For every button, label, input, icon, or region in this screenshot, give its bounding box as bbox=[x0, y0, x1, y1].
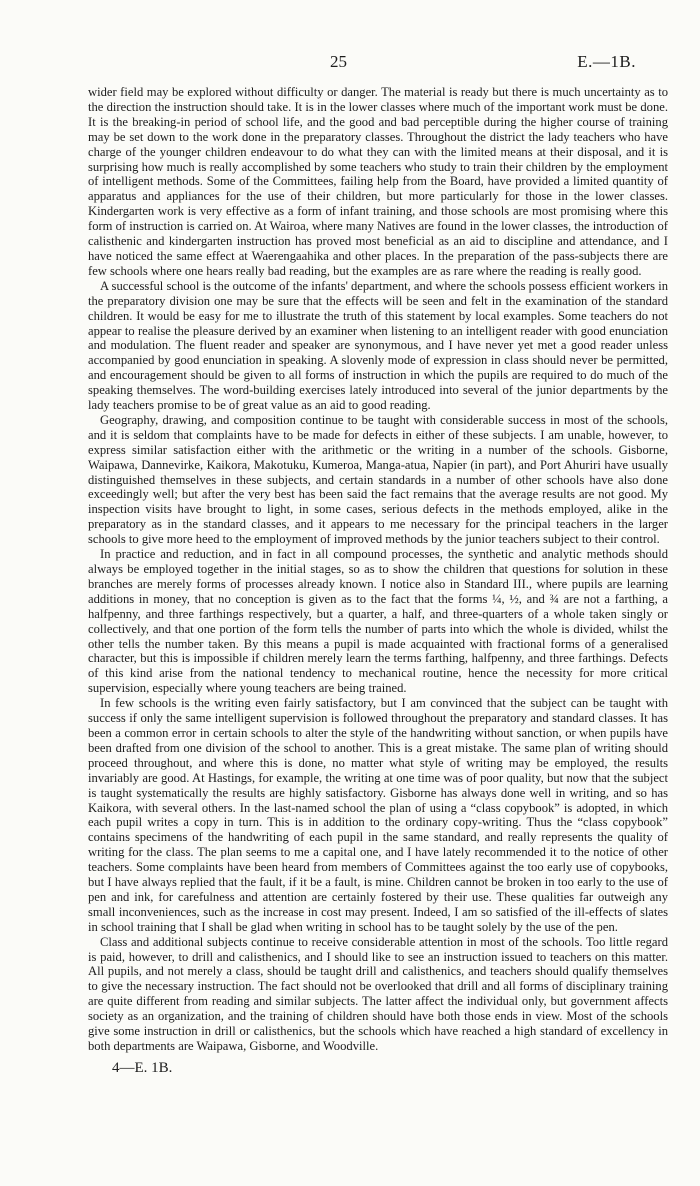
paragraph-infants-department: A successful school is the outcome of the infants' department, and where the schools possess efficient workers in the preparatory division one may be sure that the effects will be seen and felt in the examination of the standard children. It would be easy for me to illustrate the truth of this statement by local examples. Some teachers do not appear to realise the pleasure derived by an examiner when listening to an intelligent reader with good enunciation and modulation. The fluent reader and speaker are synonymous, and I have never yet met a good reader unless accompanied by good enunciation in speaking. A slovenly mode of expression in class should never be permitted, and encouragement should be given to all forms of instruction in which the pupils are required to do much of the speaking themselves. The word-building exercises lately introduced into several of the junior departments by the lady teachers promise to be of great value as an aid to good reading. bbox=[88, 278, 668, 413]
page-number: 25 bbox=[330, 52, 347, 71]
paragraph-drill-calisthenics: Class and additional subjects continue to receive considerable attention in most of the schools. Too little regard is paid, however, to drill and calisthenics, and I should like to see an instruction issued to teachers on this matter. All pupils, and not merely a class, should be taught drill and calisthenics, and teachers should qualify themselves to give the necessary instruction. The fact should not be overlooked that drill and all forms of disciplinary training are quite different from reading and similar subjects. The latter affect the individual only, but government affects society as an organization, and the training of children should have both those ends in view. Most of the schools give some instruction in drill or calisthenics, but the schools which have reached a high standard of excellency in both departments are Waipawa, Gisborne, and Woodville. bbox=[88, 934, 668, 1053]
paragraph-geography-drawing: Geography, drawing, and composition continue to be taught with considerable success in most of the schools, and it is seldom that complaints have to be made for defects in either of these subjects. I am unable, however, to express similar satisfaction either with the arithmetic or the writing in a number of the schools. Gisborne, Waipawa, Dannevirke, Kaikora, Makotuku, Kumeroa, Manga-atua, Napier (in part), and Port Ahuriri have usually distinguished themselves in these subjects, and certain standards in a number of other schools have also done exceedingly well; but after the very best has been said the fact remains that the average results are not good. My inspection visits have brought to light, in some cases, serious defects in the methods employed, alike in the preparatory as in the standard classes, and it appears to me necessary for the principal teachers in the larger schools to give more heed to the employment of improved methods by the junior teachers subject to their control. bbox=[88, 412, 668, 547]
report-body bbox=[88, 85, 668, 1054]
paragraph-practice-reduction: In practice and reduction, and in fact in all compound processes, the synthetic and analytic methods should always be employed together in the initial stages, so as to show the children that questions for solution in these branches are merely forms of processes already known. I notice also in Standard III., where pupils are learning additions in money, that no conception is given as to the fact that the forms ¼, ½, and ¾ are not a farthing, a halfpenny, and three farthings respectively, but a quarter, a half, and three-quarters of a whole taken singly or collectively, and that one portion of the form tells the number of parts into which the whole is divided, whilst the other tells the number taken. By this means a pupil is made acquainted with fractional forms of a generalised character, but this is impossible if children merely learn the terms farthing, halfpenny, and three farthings. Defects of this kind arise from the national tendency to mechanical routine, hence the necessity for more critical supervision, especially where young teachers are being trained. bbox=[88, 547, 668, 696]
signature-mark: 4—E. 1B. bbox=[112, 1060, 173, 1076]
page-header bbox=[0, 52, 700, 74]
document-reference: E.—1B. bbox=[577, 52, 636, 71]
paragraph-preparatory-classes: wider field may be explored without difficulty or danger. The material is ready but there is much uncertainty as to the direction the instruction should take. It is in the lower classes where much of the important work must be done. It is the breaking-in period of school life, and the good and bad perceptible during the higher course of training may be set down to the work done in the preparatory classes. Throughout the district the lady teachers who have charge of the younger children endeavour to do what they can with the limited means at their disposal, and it is surprising how much is really accomplished by some teachers who study to train their children by the employment of intelligent methods. Some of the Committees, failing help from the Board, have provided a limited quantity of apparatus and appliances for the use of their children, but more particularly for those in the lower classes. Kindergarten work is very effective as a form of infant training, and those schools are most promising where this form of instruction is carried on. At Wairoa, where many Natives are found in the lower classes, the introduction of calisthenic and kindergarten instruction has proved most beneficial as an aid to discipline and attendance, and I have noticed the same effect at Waerengaahika and other places. In the preparation of the pass-subjects there are few schools where one hears really bad reading, but the examples are as rare where the reading is really good. bbox=[88, 85, 669, 278]
paragraph-writing: In few schools is the writing even fairly satisfactory, but I am convinced that the subject can be taught with success if only the same intelligent supervision is followed throughout the preparatory and standard classes. It has been a common error in certain schools to alter the style of the handwriting without sanction, or when pupils have been drafted from one division of the school to another. This is a great mistake. The same plan of writing should proceed throughout, and where this is done, no matter what style of writing may be employed, the results invariably are good. At Hastings, for example, the writing at one time was of poor quality, but now that the subject is taught systematically the results are highly satisfactory. Gisborne has always done well in writing, and so has Kaikora, with several others. In the last-named school the plan of using a “class copybook” is adopted, in which each pupil writes a copy in turn. This is in addition to the ordinary copy-writing. Thus the “class copybook” contains specimens of the handwriting of each pupil in the same standard, and really represents the quality of writing for the class. The plan seems to me a capital one, and I have lately recommended it to the notice of other teachers. Some complaints have been heard from members of Committees against the too early use of copybooks, but I have always replied that the fault, if it be a fault, is mine. Children cannot be broken in too early to the use of pen and ink, for carefulness and attention are certainly fostered by their use. These qualities far outweigh any small inconveniences, such as the increase in cost may present. Indeed, I am so satisfied of the ill-effects of slates in school training that I shall be glad when writing in school has to be taught solely by the use of the pen. bbox=[88, 696, 668, 934]
